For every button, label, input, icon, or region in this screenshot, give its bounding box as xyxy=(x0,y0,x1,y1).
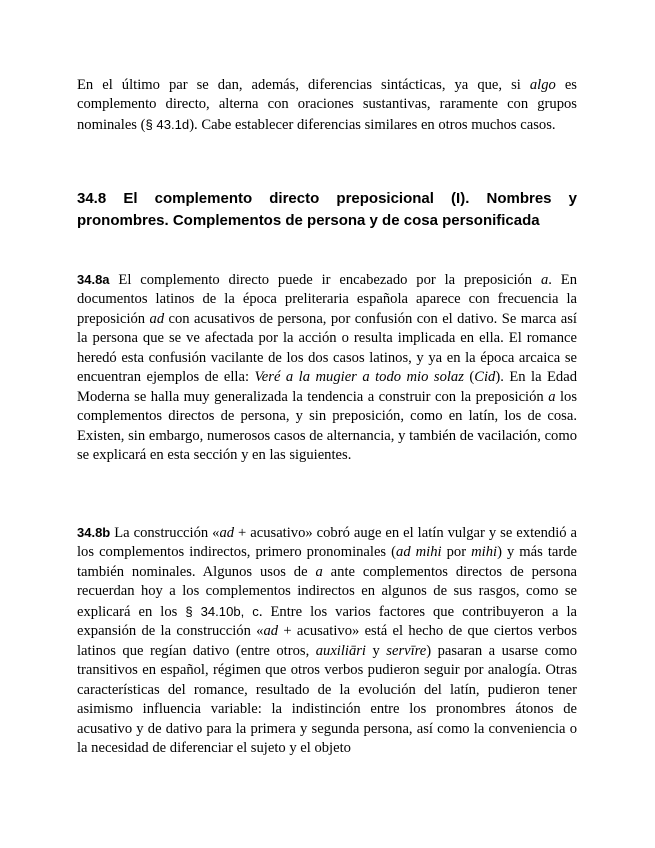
section-heading: 34.8 El complemento directo preposicional (I). Nombres y pronombres. Complementos de persona y de cosa personificada xyxy=(77,190,577,229)
text-run: y xyxy=(366,642,387,659)
text-run: + acusativo» cobró auge en el latín vulgar y se extendió a los complementos indirectos, primero pronominales ( xyxy=(77,525,578,561)
italic-term: a xyxy=(540,272,549,288)
paragraph-34-8a xyxy=(77,270,577,466)
italic-term: ad mihi xyxy=(396,544,442,561)
text-run: por xyxy=(441,544,472,561)
italic-term: ad xyxy=(219,525,235,541)
text-run: es complemento directo, alterna con oraciones sustantivas, raramente con grupos nominales ( xyxy=(77,77,577,133)
italic-term: ad xyxy=(263,623,279,640)
text-run: En el último par se dan, además, diferencias sintácticas, ya que, si xyxy=(77,77,530,93)
text-run: con acusativos de persona, por confusión con el dativo. Se marca así la persona que se ve afectada por la acción o resulta implicada en ella. El romance heredó esta confusión vacilante de los dos casos latinos, y ya en la época arcaica se encuentran ejemplos de ella: xyxy=(77,310,577,386)
italic-source: Cid xyxy=(474,369,496,386)
text-run: ) pasaran a usarse como transitivos en español, régimen que otros verbos pudieron seguir por analogía. Otras características del romance, resultado de la evolución del latín, pudieron tener asimismo influencia variable: la indistinción entre los pronombres átonos de acusativo y de dativo para la primera y segunda persona, así como la conveniencia o la necesidad de diferenciar el sujeto y el objeto xyxy=(77,642,578,756)
paragraph-intro xyxy=(77,76,577,135)
italic-term: auxiliāri xyxy=(315,642,366,659)
text-run: El complemento directo puede ir encabezado por la preposición xyxy=(109,272,541,288)
section-reference: § 43.1d xyxy=(145,116,190,132)
text-run: . Entre los varios factores que contribuyeron a la expansión de la construcción « xyxy=(77,603,577,640)
section-reference: § 34.10b, c xyxy=(185,603,259,619)
text-run: ) y más tarde también nominales. Algunos usos de xyxy=(77,544,578,580)
italic-term: algo xyxy=(529,77,556,93)
italic-term: mihi xyxy=(471,544,498,561)
text-run: ). En la Edad Moderna se halla muy generalizada la tendencia a construir con la preposición xyxy=(77,369,578,405)
text-run: ( xyxy=(463,369,475,386)
text-run: los complementos directos de persona, y sin preposición, como en latín, los de cosa. Existen, sin embargo, numerosos casos de alternancia, y también de vacilación, como se explicará en esta sección y en las siguientes. xyxy=(77,388,578,464)
text-run: . En documentos latinos de la época preliteraria española aparece con frecuencia la preposición xyxy=(77,272,577,327)
paragraph-34-8b xyxy=(77,523,577,758)
italic-term: a xyxy=(548,388,556,405)
italic-term: servīre xyxy=(386,642,427,659)
text-run: La construcción « xyxy=(110,525,220,541)
paragraph-number: 34.8b xyxy=(77,525,111,540)
text-run: + acusativo» está el hecho de que ciertos verbos latinos que regían dativo (entre otros, xyxy=(77,623,577,659)
text-run: ). Cabe establecer diferencias similares en otros muchos casos. xyxy=(189,116,556,133)
italic-example: Veré a la mugier a todo mio solaz xyxy=(254,369,464,386)
italic-term: ad xyxy=(149,310,165,327)
text-run: ante complementos directos de persona recuerdan hoy a los complementos indirectos en algunos de sus rasgos, como se explicará en los xyxy=(77,563,577,620)
italic-term: a xyxy=(315,563,323,580)
paragraph-number: 34.8a xyxy=(77,272,110,287)
